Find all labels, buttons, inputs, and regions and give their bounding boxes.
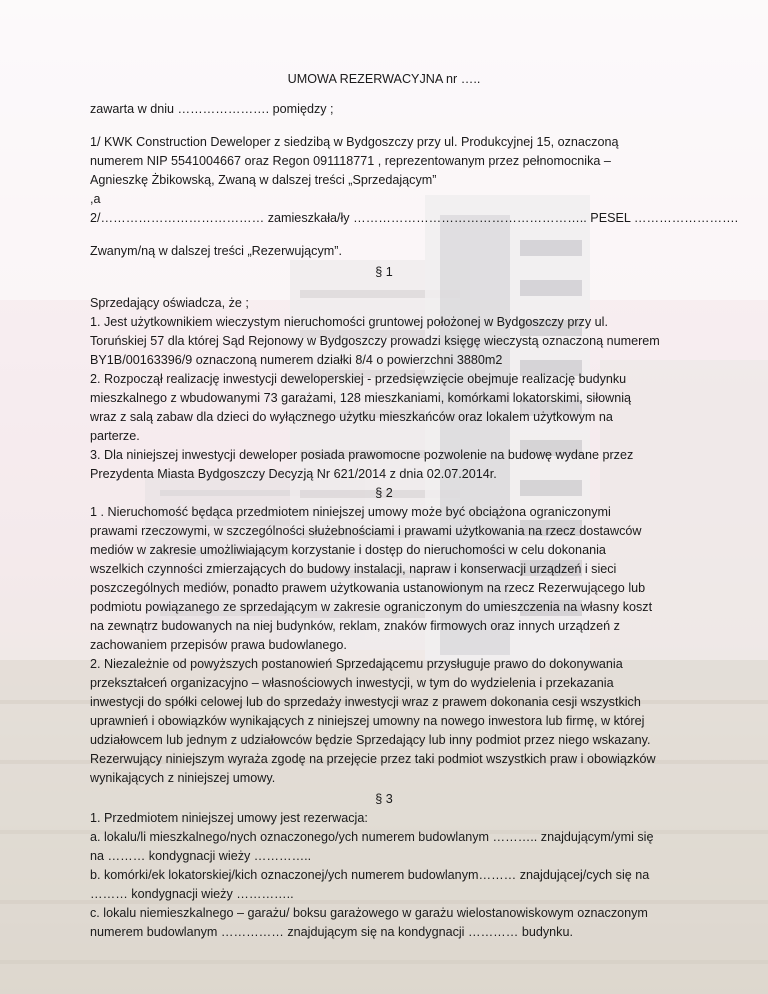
section-3-heading: § 3	[375, 792, 393, 806]
section-2-line: poszczególnych mediów, ponadto prawem użytkowania ustanowionym na rzecz Rezerwującego lub	[90, 581, 646, 595]
section-2-line: zachowaniem przepisów prawa budowlanego.	[90, 638, 347, 652]
section-1-line: BY1B/00163396/9 oznaczoną numerem działki 8/4 o powierzchni 3880m2	[90, 353, 503, 367]
section-2-line: 2. Niezależnie od powyższych postanowień Sprzedającemu przysługuje prawo do dokonywania	[90, 657, 623, 671]
section-2-line: przekształceń organizacyjno – własnościowych inwestycji, w tym do wydzielenia i przekazania	[90, 676, 614, 690]
section-1-line: 3. Dla niniejszej inwestycji deweloper posiada prawomocne pozwolenie na budowę wydane przez	[90, 448, 634, 462]
section-1-line: 1. Jest użytkownikiem wieczystym nieruchomości gruntowej położonej w Bydgoszczy przy ul.	[90, 315, 608, 329]
section-3-line: ……… kondygnacji wieży …………..	[90, 887, 294, 901]
section-2-line: inwestycji do spółki celowej lub do sprzedaży inwestycji wraz z prawem dokonania cesji wszystkich	[90, 695, 641, 709]
section-2-line: udziałowcem lub jednym z udziałowców będzie Sprzedający lub inny podmiot przez niego wskazany.	[90, 733, 651, 747]
section-1-line: Prezydenta Miasta Bydgoszczy Decyzją Nr 621/2014 z dnia 02.07.2014r.	[90, 467, 497, 481]
section-1-heading: § 1	[375, 265, 393, 279]
section-2-line: wynikających z niniejszej umowy.	[90, 771, 276, 785]
party1-line: numerem NIP 5541004667 oraz Regon 091118771 , reprezentowanym przez pełnomocnika –	[90, 154, 611, 168]
section-2-line: wszelkich czynności zmierzających do budowy instalacji, napraw i konserwacji urządzeń i sieci	[90, 562, 617, 576]
section-1-line: 2. Rozpoczął realizację inwestycji deweloperskiej - przedsięwzięcie obejmuje realizację budynku	[90, 372, 627, 386]
section-3-line: numerem budowlanym …………… znajdującym się na kondygnacji ………… budynku.	[90, 925, 573, 939]
party2-line: 2/………………………………… zamieszkała/ły ……………………………………………….. PESEL …………………….	[90, 211, 739, 225]
section-2-line: uprawnień i obowiązków wynikających z niniejszej umowny na nowego inwestora lub firmę, w której	[90, 714, 645, 728]
section-1-line: Toruńskiej 57 dla której Sąd Rejonowy w Bydgoszczy prowadzi księgę wieczystą oznaczoną numerem	[90, 334, 660, 348]
section-2-line: 1 . Nieruchomość będąca przedmiotem niniejszej umowy może być obciążona ograniczonymi	[90, 505, 611, 519]
section-2-line: podmiotu powiązanego ze sprzedającym w zakresie ograniczonym do umieszczenia na własny koszt	[90, 600, 653, 614]
section-3-line: b. komórki/ek lokatorskiej/kich oznaczonej/ych numerem budowlanym……… znajdującej/cych się na	[90, 868, 650, 882]
section-2-heading: § 2	[375, 486, 393, 500]
section-1-line: Sprzedający oświadcza, że ;	[90, 296, 249, 310]
party1-line: ,a	[90, 192, 101, 206]
intro-line: zawarta w dniu …………………. pomiędzy ;	[90, 102, 334, 116]
section-2-line: prawami rzeczowymi, w szczególności służebnościami i prawami użytkowania na rzecz dostawców	[90, 524, 642, 538]
section-2-line: na zewnątrz budowanych na niej budynków, reklam, znaków firmowych oraz innych urządzeń z	[90, 619, 620, 633]
section-3-line: a. lokalu/li mieszkalnego/nych oznaczonego/ych numerem budowlanym ……….. znajdującym/ymi się	[90, 830, 654, 844]
section-1-line: mieszkalnego z wbudowanymi 73 garażami, 128 mieszkaniami, komórkami lokatorskimi, siłownią	[90, 391, 632, 405]
party1-line: 1/ KWK Construction Deweloper z siedzibą w Bydgoszczy przy ul. Produkcyjnej 15, oznaczoną	[90, 135, 619, 149]
section-1-line: wraz z salą zabaw dla dzieci do wyłącznego użytku mieszkańców oraz lokalem użytkowym na	[90, 410, 613, 424]
section-2-line: Rezerwujący niniejszym wyraża zgodę na przejęcie przez taki podmiot wszystkich praw i obowiązków	[90, 752, 656, 766]
party2-called-line: Zwanym/ną w dalszej treści „Rezerwującym”.	[90, 244, 342, 258]
section-3-line: na ……… kondygnacji wieży …………..	[90, 849, 312, 863]
section-1-line: parterze.	[90, 429, 140, 443]
section-3-line: 1. Przedmiotem niniejszej umowy jest rezerwacja:	[90, 811, 368, 825]
party1-line: Agnieszkę Żbikowską, Zwaną w dalszej treści „Sprzedającym”	[90, 173, 437, 187]
section-3-line: c. lokalu niemieszkalnego – garażu/ boksu garażowego w garażu wielostanowiskowym oznaczonym	[90, 906, 648, 920]
document-title: UMOWA REZERWACYJNA nr …..	[287, 72, 481, 86]
section-2-line: mediów w zakresie umożliwiającym korzystanie i dostęp do nieruchomości w celu dokonania	[90, 543, 606, 557]
